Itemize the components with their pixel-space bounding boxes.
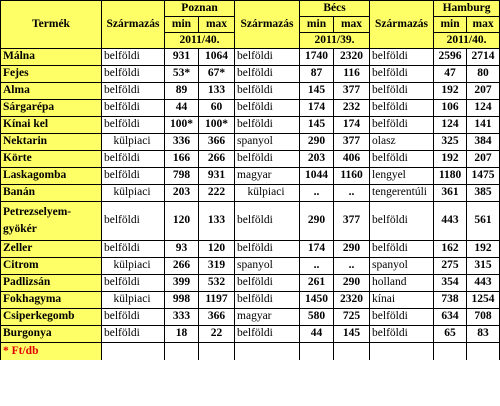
min-price-cell: 166 xyxy=(165,151,199,168)
period-header-hamburg: 2011/40. xyxy=(434,33,500,49)
origin-cell: belföldi xyxy=(235,275,300,292)
min-price-cell: 203 xyxy=(165,185,199,202)
product-name-cell: Laskagomba xyxy=(1,168,102,185)
min-price-cell: 89 xyxy=(165,83,199,100)
min-price-cell: 203 xyxy=(300,151,334,168)
table-row xyxy=(1,309,500,326)
min-price-cell: 333 xyxy=(165,309,199,326)
max-price-cell: 2714 xyxy=(467,49,500,66)
max-price-cell: 207 xyxy=(467,151,500,168)
max-price-cell: 377 xyxy=(334,83,370,100)
origin-cell: belföldi xyxy=(102,83,165,100)
origin-cell: belföldi xyxy=(102,117,165,134)
max-price-cell: 1197 xyxy=(199,292,235,309)
max-price-cell: 60 xyxy=(199,100,235,117)
max-price-cell: 100* xyxy=(199,117,235,134)
max-price-cell: 2320 xyxy=(334,292,370,309)
max-price-cell: 366 xyxy=(199,309,235,326)
max-price-cell: 366 xyxy=(199,134,235,151)
table-row xyxy=(1,83,500,100)
footnote-row xyxy=(1,343,500,361)
min-price-cell: 738 xyxy=(434,292,467,309)
product-name-cell: Zeller xyxy=(1,241,102,258)
empty-cell xyxy=(434,343,467,361)
period-header-becs: 2011/39. xyxy=(300,33,370,49)
origin-cell: belföldi xyxy=(102,151,165,168)
min-price-cell: 1044 xyxy=(300,168,334,185)
max-price-cell: 174 xyxy=(334,117,370,134)
origin-column-header-hamburg: Származás xyxy=(370,1,434,49)
table-row xyxy=(1,168,500,185)
min-price-cell: 65 xyxy=(434,326,467,343)
product-name-cell: Kínai kel xyxy=(1,117,102,134)
max-price-cell: 406 xyxy=(334,151,370,168)
table-row xyxy=(1,241,500,258)
min-price-cell: 1180 xyxy=(434,168,467,185)
table-row xyxy=(1,100,500,117)
product-name-cell: Citrom xyxy=(1,258,102,275)
min-price-cell: 1450 xyxy=(300,292,334,309)
min-price-cell: 174 xyxy=(300,100,334,117)
table-row xyxy=(1,326,500,343)
max-price-cell: 1160 xyxy=(334,168,370,185)
origin-cell: kínai xyxy=(370,292,434,309)
origin-cell: belföldi xyxy=(102,66,165,83)
empty-cell xyxy=(235,343,300,361)
min-price-cell: 266 xyxy=(165,258,199,275)
max-price-cell: 83 xyxy=(467,326,500,343)
max-price-cell: 385 xyxy=(467,185,500,202)
table-row xyxy=(1,49,500,66)
min-price-cell: 192 xyxy=(434,83,467,100)
table-row xyxy=(1,185,500,202)
table-row xyxy=(1,258,500,275)
min-price-cell: 325 xyxy=(434,134,467,151)
max-price-cell: 120 xyxy=(199,241,235,258)
product-name-cell: Fejes xyxy=(1,66,102,83)
min-price-cell: 261 xyxy=(300,275,334,292)
max-price-cell: 377 xyxy=(334,134,370,151)
empty-cell xyxy=(334,343,370,361)
origin-cell: belföldi xyxy=(235,202,300,241)
max-price-cell: 2320 xyxy=(334,49,370,66)
min-price-cell: 124 xyxy=(434,117,467,134)
min-price-cell: 145 xyxy=(300,117,334,134)
max-price-cell: 443 xyxy=(467,275,500,292)
max-price-cell: 192 xyxy=(467,241,500,258)
origin-cell: külpiaci xyxy=(102,134,165,151)
product-name-cell: Padlizsán xyxy=(1,275,102,292)
origin-cell: belföldi xyxy=(102,326,165,343)
min-price-cell: 106 xyxy=(434,100,467,117)
max-price-cell: .. xyxy=(334,185,370,202)
origin-cell: külpiaci xyxy=(102,185,165,202)
table-row xyxy=(1,134,500,151)
period-header-poznan: 2011/40. xyxy=(165,33,235,49)
product-name-cell: Nektarin xyxy=(1,134,102,151)
empty-cell xyxy=(199,343,235,361)
min-price-cell: 290 xyxy=(300,134,334,151)
max-price-cell: 124 xyxy=(467,100,500,117)
origin-cell: lengyel xyxy=(370,168,434,185)
origin-cell: belföldi xyxy=(370,100,434,117)
origin-column-header-poznan: Származás xyxy=(102,1,165,49)
table-row xyxy=(1,66,500,83)
max-price-cell: 116 xyxy=(334,66,370,83)
max-price-cell: 145 xyxy=(334,326,370,343)
min-price-cell: 18 xyxy=(165,326,199,343)
max-price-cell: 377 xyxy=(334,202,370,241)
origin-cell: magyar xyxy=(235,168,300,185)
max-price-cell: 384 xyxy=(467,134,500,151)
product-name-cell: Málna xyxy=(1,49,102,66)
min-price-cell: 192 xyxy=(434,151,467,168)
max-price-cell: 266 xyxy=(199,151,235,168)
table-row xyxy=(1,275,500,292)
min-price-cell: .. xyxy=(300,258,334,275)
origin-cell: belföldi xyxy=(235,117,300,134)
min-price-cell: 2596 xyxy=(434,49,467,66)
max-price-cell: 725 xyxy=(334,309,370,326)
origin-cell: belföldi xyxy=(102,49,165,66)
origin-cell: spanyol xyxy=(235,258,300,275)
min-price-cell: 44 xyxy=(165,100,199,117)
origin-column-header-becs: Származás xyxy=(235,1,300,49)
min-price-cell: 580 xyxy=(300,309,334,326)
max-header-hamburg: max xyxy=(467,17,500,33)
min-price-cell: 120 xyxy=(165,202,199,241)
min-price-cell: 1740 xyxy=(300,49,334,66)
min-price-cell: 44 xyxy=(300,326,334,343)
origin-cell: belföldi xyxy=(102,168,165,185)
origin-cell: belföldi xyxy=(235,49,300,66)
city-header-becs: Bécs xyxy=(300,1,370,17)
table-row xyxy=(1,202,500,241)
empty-cell xyxy=(165,343,199,361)
origin-cell: belföldi xyxy=(102,309,165,326)
min-price-cell: 100* xyxy=(165,117,199,134)
origin-cell: külpiaci xyxy=(102,258,165,275)
origin-cell: belföldi xyxy=(370,326,434,343)
min-price-cell: 53* xyxy=(165,66,199,83)
max-price-cell: 315 xyxy=(467,258,500,275)
min-price-cell: 162 xyxy=(434,241,467,258)
min-header-poznan: min xyxy=(165,17,199,33)
max-price-cell: 561 xyxy=(467,202,500,241)
min-price-cell: 931 xyxy=(165,49,199,66)
product-name-cell: Burgonya xyxy=(1,326,102,343)
max-price-cell: 22 xyxy=(199,326,235,343)
max-price-cell: .. xyxy=(334,258,370,275)
min-price-cell: 47 xyxy=(434,66,467,83)
min-price-cell: 361 xyxy=(434,185,467,202)
origin-cell: belföldi xyxy=(102,275,165,292)
min-price-cell: 290 xyxy=(300,202,334,241)
max-price-cell: 532 xyxy=(199,275,235,292)
empty-cell xyxy=(370,343,434,361)
min-price-cell: 174 xyxy=(300,241,334,258)
max-header-poznan: max xyxy=(199,17,235,33)
origin-cell: holland xyxy=(370,275,434,292)
max-price-cell: 290 xyxy=(334,241,370,258)
origin-cell: belföldi xyxy=(235,151,300,168)
origin-cell: belföldi xyxy=(235,241,300,258)
max-price-cell: 1254 xyxy=(467,292,500,309)
min-price-cell: 354 xyxy=(434,275,467,292)
min-price-cell: 275 xyxy=(434,258,467,275)
max-price-cell: 290 xyxy=(334,275,370,292)
product-name-cell: Alma xyxy=(1,83,102,100)
product-name-cell: Csiperkegomb xyxy=(1,309,102,326)
origin-cell: belföldi xyxy=(235,83,300,100)
min-price-cell: 145 xyxy=(300,83,334,100)
product-name-cell: Körte xyxy=(1,151,102,168)
max-price-cell: 207 xyxy=(467,83,500,100)
max-price-cell: 708 xyxy=(467,309,500,326)
empty-cell xyxy=(467,343,500,361)
min-price-cell: 443 xyxy=(434,202,467,241)
product-column-header: Termék xyxy=(1,1,102,49)
min-price-cell: .. xyxy=(300,185,334,202)
origin-cell: belföldi xyxy=(370,83,434,100)
min-price-cell: 336 xyxy=(165,134,199,151)
origin-cell: belföldi xyxy=(370,117,434,134)
min-price-cell: 93 xyxy=(165,241,199,258)
product-name-cell: Fokhagyma xyxy=(1,292,102,309)
origin-cell: belföldi xyxy=(370,202,434,241)
origin-cell: spanyol xyxy=(370,258,434,275)
empty-cell xyxy=(102,343,165,361)
origin-cell: belföldi xyxy=(370,151,434,168)
max-price-cell: 67* xyxy=(199,66,235,83)
max-price-cell: 319 xyxy=(199,258,235,275)
header-row-cities xyxy=(1,1,500,17)
origin-cell: spanyol xyxy=(235,134,300,151)
min-price-cell: 399 xyxy=(165,275,199,292)
product-name-cell: Banán xyxy=(1,185,102,202)
origin-cell: külpiaci xyxy=(102,292,165,309)
min-price-cell: 798 xyxy=(165,168,199,185)
origin-cell: külpiaci xyxy=(235,185,300,202)
origin-cell: belföldi xyxy=(235,66,300,83)
empty-cell xyxy=(300,343,334,361)
city-header-poznan: Poznan xyxy=(165,1,235,17)
max-price-cell: 141 xyxy=(467,117,500,134)
origin-cell: belföldi xyxy=(102,100,165,117)
max-price-cell: 133 xyxy=(199,83,235,100)
origin-cell: belföldi xyxy=(370,241,434,258)
origin-cell: olasz xyxy=(370,134,434,151)
max-price-cell: 931 xyxy=(199,168,235,185)
footnote-text: * Ft/db xyxy=(1,343,102,361)
max-price-cell: 80 xyxy=(467,66,500,83)
origin-cell: tengerentúli xyxy=(370,185,434,202)
min-price-cell: 87 xyxy=(300,66,334,83)
origin-cell: belföldi xyxy=(370,66,434,83)
origin-cell: belföldi xyxy=(235,100,300,117)
product-name-cell: Petrezselyem-gyökér xyxy=(1,202,102,241)
origin-cell: belföldi xyxy=(370,309,434,326)
max-price-cell: 1475 xyxy=(467,168,500,185)
max-price-cell: 232 xyxy=(334,100,370,117)
max-price-cell: 222 xyxy=(199,185,235,202)
min-price-cell: 998 xyxy=(165,292,199,309)
origin-cell: belföldi xyxy=(235,326,300,343)
origin-cell: belföldi xyxy=(102,241,165,258)
max-price-cell: 1064 xyxy=(199,49,235,66)
max-price-cell: 133 xyxy=(199,202,235,241)
product-name-cell: Sárgarépa xyxy=(1,100,102,117)
min-header-becs: min xyxy=(300,17,334,33)
table-row xyxy=(1,117,500,134)
min-price-cell: 634 xyxy=(434,309,467,326)
origin-cell: belföldi xyxy=(370,49,434,66)
origin-cell: belföldi xyxy=(102,202,165,241)
city-header-hamburg: Hamburg xyxy=(434,1,500,17)
origin-cell: belföldi xyxy=(235,292,300,309)
table-row xyxy=(1,292,500,309)
min-header-hamburg: min xyxy=(434,17,467,33)
max-header-becs: max xyxy=(334,17,370,33)
origin-cell: magyar xyxy=(235,309,300,326)
table-row xyxy=(1,151,500,168)
